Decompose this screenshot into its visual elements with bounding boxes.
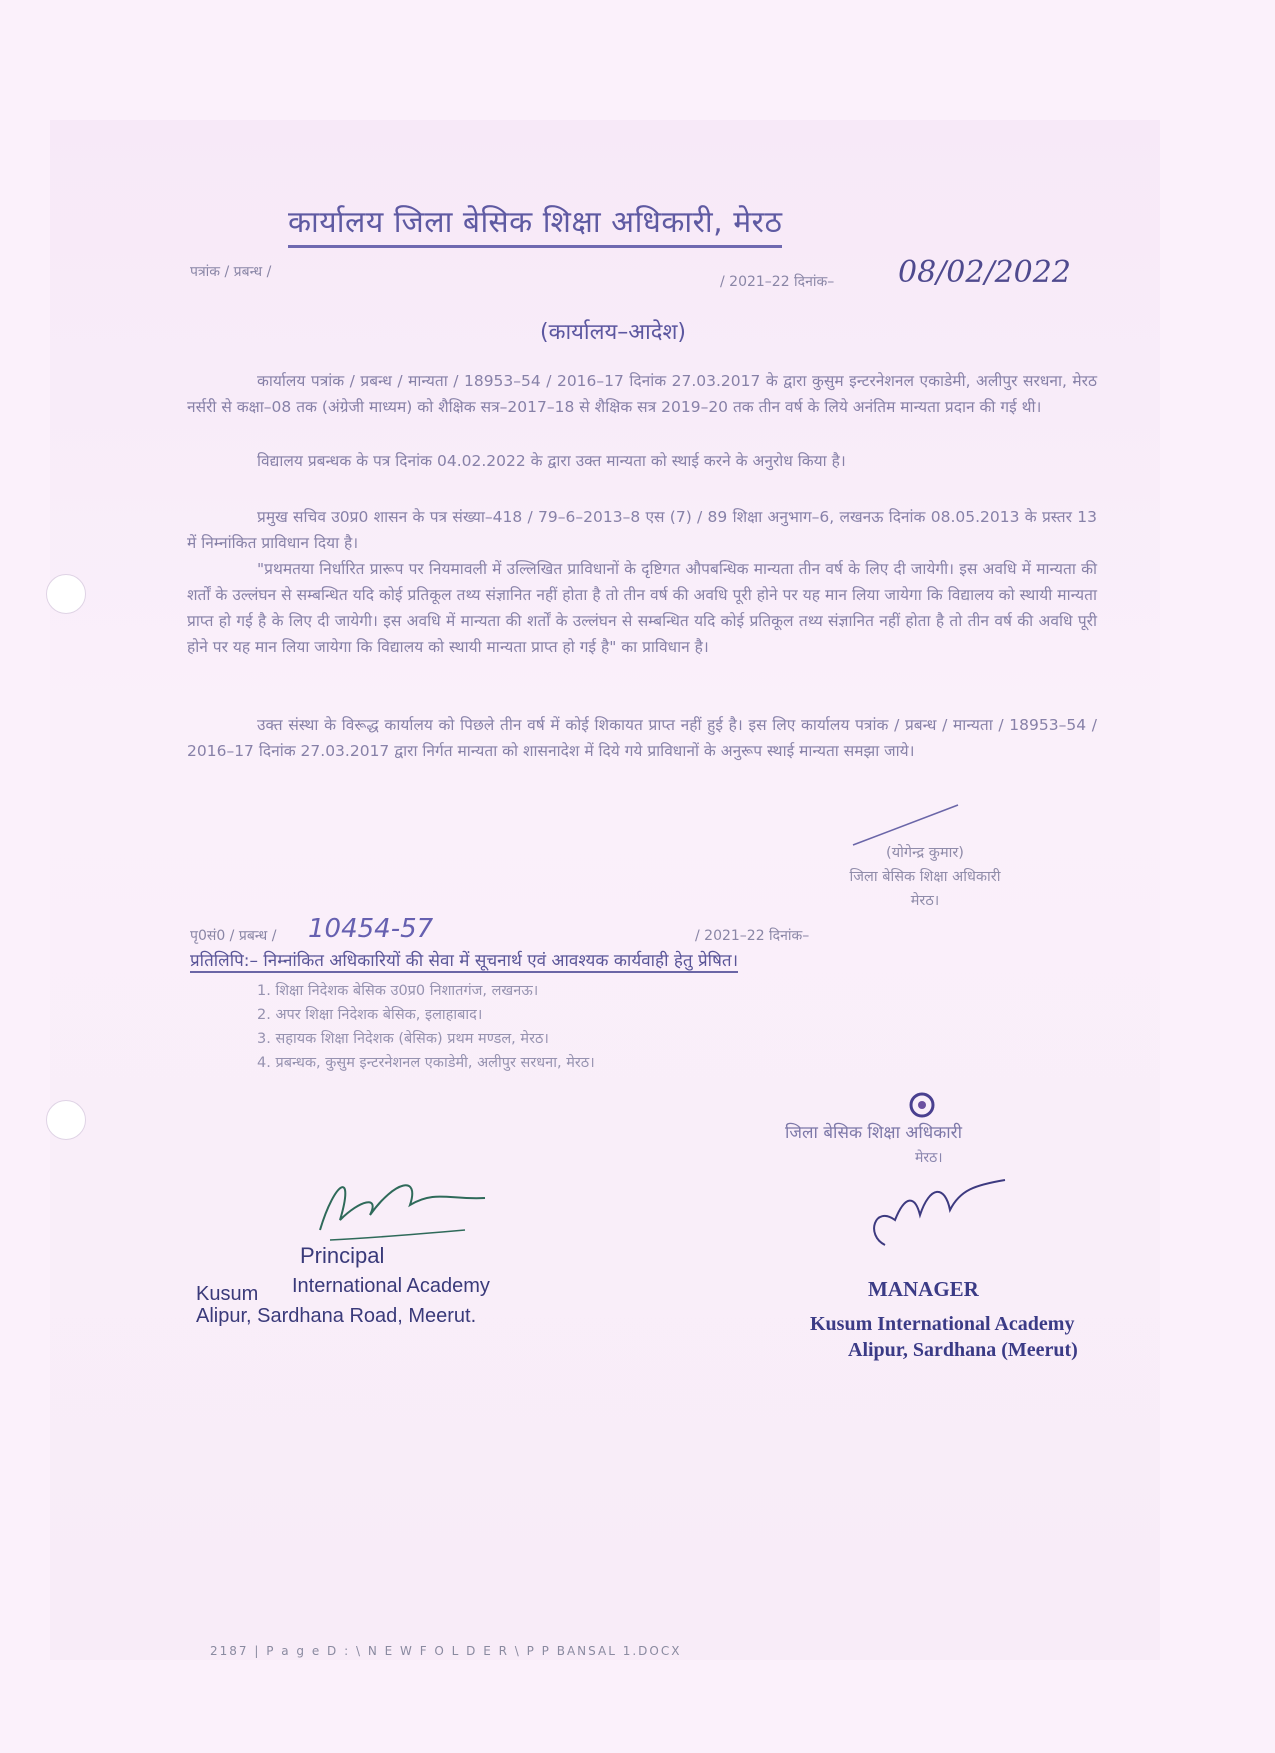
punch-hole (46, 1100, 86, 1140)
order-paragraph: प्रमुख सचिव उ0प्र0 शासन के पत्र संख्या–418 / 79–6–2013–8 एस (7) / 89 शिक्षा अनुभाग–6, लखनऊ दिनांक 08.05.2013 के प्रस्तर 13 में निम्नांकित प्राविधान दिया है। (187, 508, 1097, 552)
punch-hole (46, 574, 86, 614)
principal-signature (300, 1160, 500, 1255)
manager-signature (860, 1165, 1020, 1255)
recipient-item: 4. प्रबन्धक, कुसुम इन्टरनेशनल एकाडेमी, अलीपुर सरधना, मेरठ। (257, 1055, 595, 1071)
quoted-provision: "प्रथमतया निर्धारित प्रारूप पर नियमावली में उल्लिखित प्राविधानों के दृष्टिगत औपबन्धिक मान्यता तीन वर्ष के लिए दी जायेगी। इस अवधि में मान्यता की शर्तों के उल्लंघन से सम्बन्धित यदि कोई प्रतिकूल तथ्य संज्ञानित नहीं होता है तो तीन वर्ष की अवधि पूरी होने पर यह मान लिया जायेगा कि विद्यालय को स्थायी मान्यता प्राप्त हो गई है के लिए दी जायेगी। इस अवधि में मान्यता की शर्तों के उल्लंघन से सम्बन्धित यदि कोई प्रतिकूल तथ्य संज्ञानित नहीं होता है तो तीन वर्ष की अवधि पूरी होने पर यह मान लिया जायेगा कि विद्यालय को स्थायी मान्यता प्राप्त हो गई है" का प्राविधान है। (187, 560, 1097, 656)
order-subtitle: (कार्यालय–आदेश) (540, 320, 687, 345)
officer-name: (योगेन्द्र कुमार) (886, 845, 964, 861)
reference-year: / 2021–22 दिनांक– (720, 274, 835, 290)
emblem-seal-icon (905, 1090, 939, 1120)
recipient-item: 3. सहायक शिक्षा निदेशक (बेसिक) प्रथम मण्डल, मेरठ। (257, 1031, 549, 1047)
copy-reference-label: पृ0सं0 / प्रबन्ध / (190, 928, 277, 944)
principal-school-a: Kusum (196, 1283, 259, 1305)
order-paragraph: कार्यालय पत्रांक / प्रबन्ध / मान्यता / 18953–54 / 2016–17 दिनांक 27.03.2017 के द्वारा कुसुम इन्टरनेशनल एकाडेमी, अलीपुर सरधना, मेरठ नर्सरी से कक्षा–08 तक (अंग्रेजी माध्यम) को शैक्षिक सत्र–2017–18 से शैक्षिक सत्र 2019–20 तक तीन वर्ष के लिये अनंतिम मान्यता प्रदान की गई थी। (187, 372, 1097, 416)
reference-label: पत्रांक / प्रबन्ध / (190, 264, 272, 280)
principal-school-b: International Academy (292, 1275, 490, 1297)
order-paragraph: विद्यालय प्रबन्धक के पत्र दिनांक 04.02.2022 के द्वारा उक्त मान्यता को स्थाई करने के अनुरोध किया है। (257, 452, 846, 470)
file-path-footer: 2187 | P a g e D : \ N E W F O L D E R \ P P BANSAL 1.DOCX (210, 1644, 682, 1658)
office-heading: कार्यालय जिला बेसिक शिक्षा अधिकारी, मेरठ (288, 200, 782, 248)
copy-sign-place: मेरठ। (915, 1150, 943, 1166)
copy-sign-designation: जिला बेसिक शिक्षा अधिकारी (785, 1123, 963, 1143)
officer-designation: जिला बेसिक शिक्षा अधिकारी (849, 869, 1001, 885)
manager-school: Kusum International Academy (810, 1313, 1075, 1335)
document-sheet (50, 120, 1160, 1660)
recipient-item: 2. अपर शिक्षा निदेशक बेसिक, इलाहाबाद। (257, 1007, 483, 1023)
principal-address: Alipur, Sardhana Road, Meerut. (196, 1305, 477, 1327)
copy-to-title: प्रतिलिपि:– निम्नांकित अधिकारियों की सेवा में सूचनार्थ एवं आवश्यक कार्यवाही हेतु प्रेषित। (190, 948, 738, 973)
manager-address: Alipur, Sardhana (Meerut) (848, 1339, 1078, 1361)
handwritten-date: 08/02/2022 (898, 255, 1071, 290)
order-paragraph: उक्त संस्था के विरूद्ध कार्यालय को पिछले तीन वर्ष में कोई शिकायत प्राप्त नहीं हुई है। इस लिए कार्यालय पत्रांक / प्रबन्ध / मान्यता / 18953–54 / 2016–17 दिनांक 27.03.2017 द्वारा निर्गत मान्यता को शासनादेश में दिये गये प्राविधानों के अनुरूप स्थाई मान्यता समझा जाये। (187, 716, 1097, 760)
copy-reference-year: / 2021–22 दिनांक– (695, 928, 810, 944)
officer-place: मेरठ। (910, 893, 940, 909)
recipient-item: 1. शिक्षा निदेशक बेसिक उ0प्र0 निशातगंज, लखनऊ। (257, 983, 539, 999)
handwritten-number: 10454-57 (308, 914, 434, 944)
manager-title: MANAGER (868, 1277, 979, 1301)
principal-title: Principal (300, 1243, 385, 1268)
